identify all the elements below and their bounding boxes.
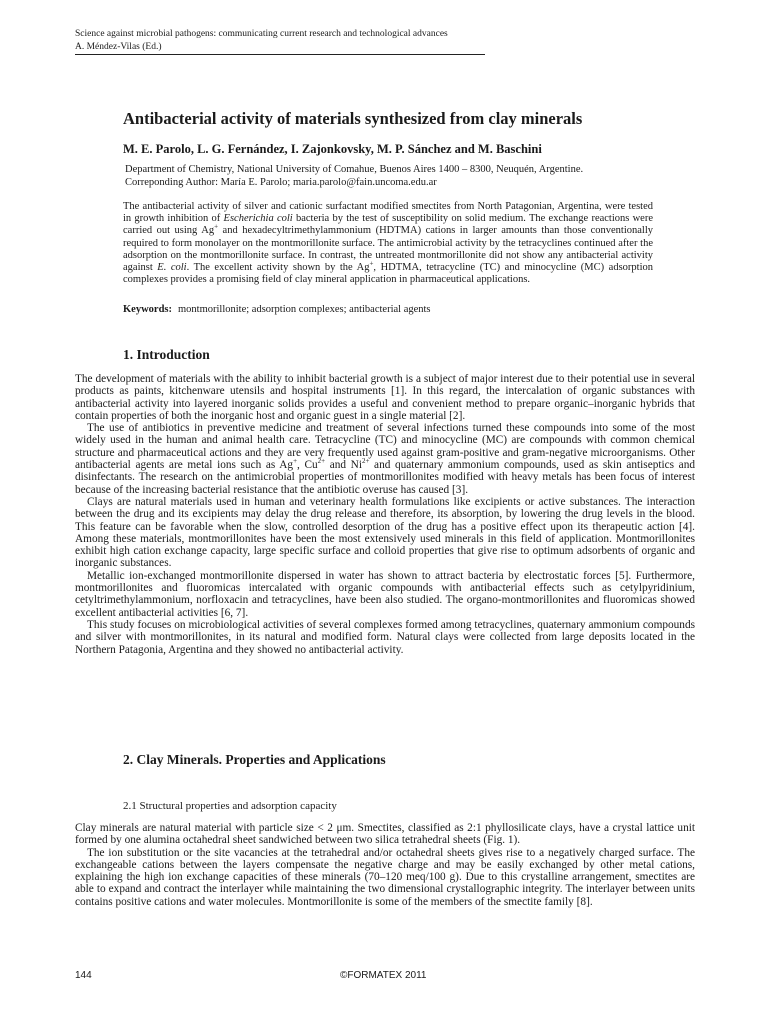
keywords-label: Keywords: <box>123 304 172 315</box>
subsection-heading: 2.1 Structural properties and adsorption capacity <box>123 800 337 812</box>
header-journal-line: Science against microbial pathogens: communicating current research and technological advances <box>75 29 448 39</box>
author-list: M. E. Parolo, L. G. Fernández, I. Zajonkovsky, M. P. Sánchez and M. Baschini <box>123 142 542 156</box>
keywords-line <box>123 304 653 315</box>
paragraph: This study focuses on microbiological activities of several complexes formed among tetracyclines, quaternary ammonium compounds and silver with montmorillonites, in its natural and modified form. Natural clays were collected from large deposits located in the Northern Patagonia, Argentina and they showed no antibacterial activity. <box>75 618 695 656</box>
paragraph: Clay minerals are natural material with particle size < 2 μm. Smectites, classified as 2:1 phyllosilicate clays, have a crystal lattice unit formed by one alumina octahedral sheet sandwiched between two silica tetrahedral sheets (Fig. 1). <box>75 822 695 847</box>
corresponding-author: Correponding Author: María E. Parolo; maria.parolo@fain.uncoma.edu.ar <box>125 176 437 188</box>
introduction-body <box>75 373 695 656</box>
section-heading-clay-minerals: 2. Clay Minerals. Properties and Applications <box>123 752 386 767</box>
clay-minerals-body <box>75 822 695 908</box>
paper-title: Antibacterial activity of materials synthesized from clay minerals <box>123 109 583 128</box>
affiliation-department: Department of Chemistry, National University of Comahue, Buenos Aires 1400 – 8300, Neuquén, Argentine. <box>125 164 584 175</box>
paragraph: Clays are natural materials used in human and veterinary health formulations like excipients or active substances. The interaction between the drug and its excipients may delay the drug release and therefore, its absorption, by lowering the drug levels in the blood. This feature can be favorable when the slow, controlled desorption of the drug has a positive effect upon its therapeutic action [4]. Among these materials, montmorillonites have been the most extensively used minerals in this field of application. Montmorillonites exhibit high cation exchange capacity, large specific surface and colloid properties that give rise to optimum adsorbents of organic and inorganic substances. <box>75 495 695 570</box>
header-editor-line: A. Méndez-Vilas (Ed.) <box>75 41 485 56</box>
page-number: 144 <box>75 970 92 981</box>
copyright: ©FORMATEX 2011 <box>340 970 427 981</box>
paragraph: The ion substitution or the site vacancies at the tetrahedral and/or octahedral sheets gives rise to a negatively charged surface. The exchangeable cations between the layers compensate the negative charge and may be easily exchanged by other metal cations, explaining the high ion exchange capacities of these minerals (70–120 meq/100 g). Due to this crystalline arrangement, smectites are able to expand and contract the interlayer while maintaining the two dimensional crystallographic integrity. The interlayer between units contains positive cations and water molecules. Montmorillonite is some of the members of the smectite family [8]. <box>75 846 695 908</box>
affiliation-block <box>125 164 705 189</box>
paragraph: Metallic ion-exchanged montmorillonite dispersed in water has shown to attract bacteria by electrostatic forces [5]. Furthermore, montmorillonites and fluoromicas intercalated with organic compounds with antibacterial effects such as cetylpyridinium, cetyltrimethylammonium, norfloxacin and tetracyclines, have been also studied. The organo-montmorillonites and fluoromicas showed excellent antibacterial activities [6, 7]. <box>75 569 695 619</box>
abstract-paragraph: The antibacterial activity of silver and cationic surfactant modified smectites from North Patagonian, Argentina, were tested in growth inhibition of Escherichia coli bacteria by the test of susceptibility on solid medium. The exchange reactions were carried out using Ag+ and hexadecyltrimethylammonium (HDTMA) cations in larger amounts than those conventionally required to form monolayer on the montmorillonite surface. The antimicrobial activity by the tetracyclines continued after the adsorption on the montmorillonite surface. In contrast, the untreated montmorillonite did not show any antibacterial activity against E. coli. The excellent activity shown by the Ag+, HDTMA, tetracycline (TC) and minocycline (MC) adsorption complexes provides a promising field of clay mineral application in pharmaceutical applications. <box>123 201 653 286</box>
running-header <box>75 28 485 55</box>
keywords-text: montmorillonite; adsorption complexes; antibacterial agents <box>178 304 431 315</box>
abstract <box>123 201 653 286</box>
paragraph: The use of antibiotics in preventive medicine and treatment of several infections turned these compounds into some of the most widely used in the human and animal health care. Tetracycline (TC) and minocycline (MC) are compounds with common chemical structure and pharmaceutical actions and they are very frequently used against gram-positive and gram-negative microorganisms. Other antibacterial agents are metal ions such as Ag+, $Cu^{2+}$ and $Ni^{2+}$ and quaternary ammonium compounds, used as skin antiseptics and disinfectants. The research on the antimicrobial properties of montmorillonites modified with heavy metals has been focus of interest because of the increasing bacterial resistance that the antibiotic overuse has caused [3]. <box>75 422 695 496</box>
paragraph: The development of materials with the ability to inhibit bacterial growth is a subject of major interest due to their potential use in several products as paints, kitchenware utensils and hospital instruments [1]. In this regard, the intercalation of organic substances with antibacterial activity into layered inorganic solids provides a useful and convenient method to prepare organic–inorganic hybrids that contain properties of both the inorganic host and organic guest in a single material [2]. <box>75 373 695 422</box>
section-heading-introduction: 1. Introduction <box>123 347 210 362</box>
